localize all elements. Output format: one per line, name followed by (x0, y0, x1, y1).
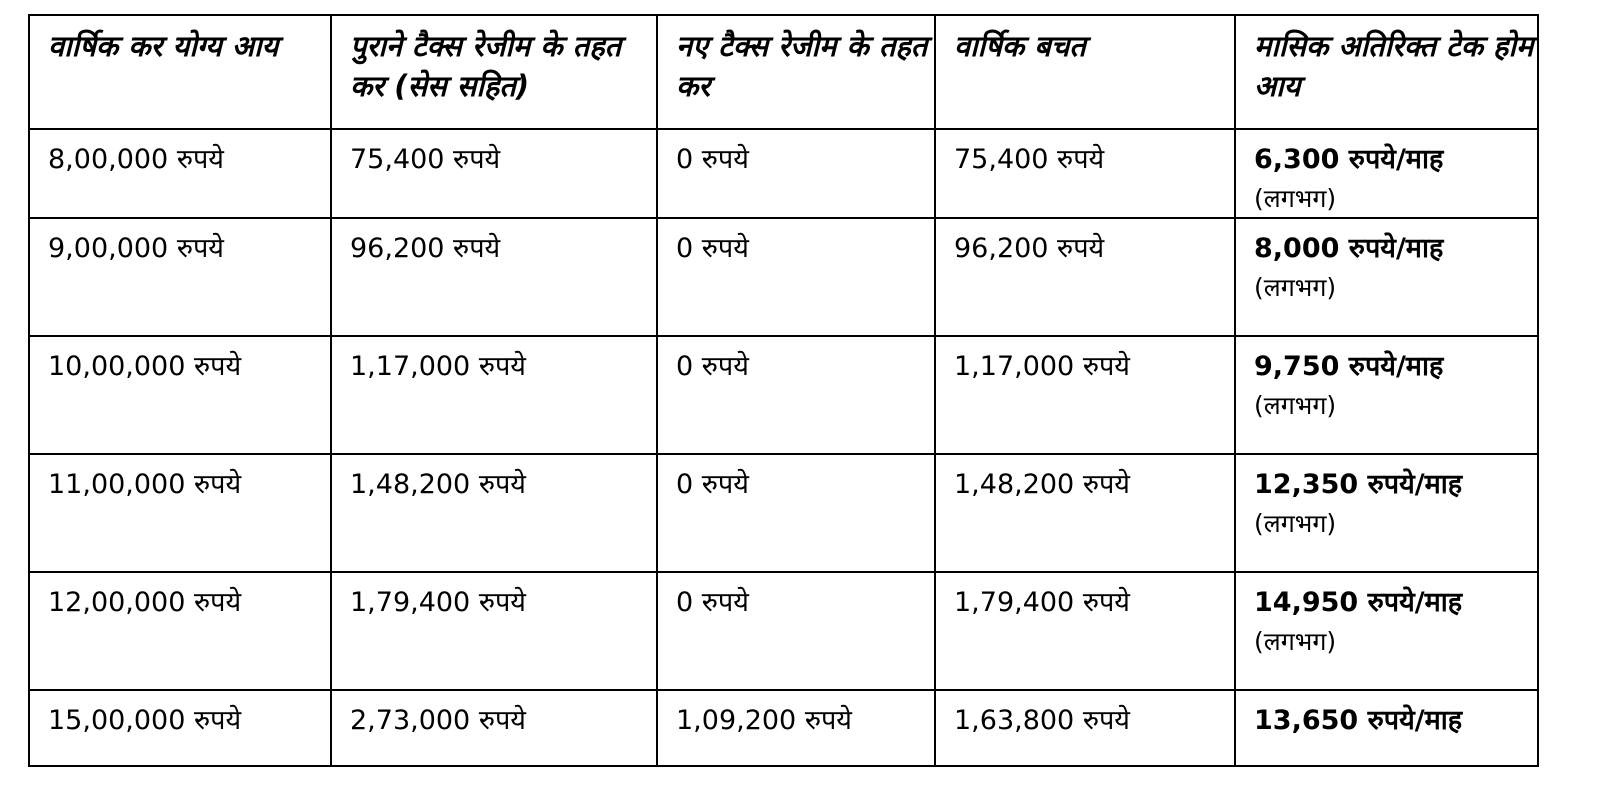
cell-new-tax: 0 रुपये (657, 572, 935, 690)
cell-monthly: 14,950 रुपये/माह (लगभग) (1235, 572, 1538, 690)
approx-note: (लगभग) (1254, 391, 1337, 420)
header-old-regime-tax: पुराने टैक्स रेजीम के तहत कर (सेस सहित) (331, 15, 657, 129)
cell-savings: 1,79,400 रुपये (935, 572, 1235, 690)
cell-income: 12,00,000 रुपये (29, 572, 331, 690)
cell-new-tax: 0 रुपये (657, 454, 935, 572)
approx-note: (लगभग) (1254, 509, 1337, 538)
approx-note: (लगभग) (1254, 627, 1337, 656)
approx-note: (लगभग) (1254, 184, 1337, 213)
cell-savings: 75,400 रुपये (935, 129, 1235, 218)
cell-old-tax: 1,79,400 रुपये (331, 572, 657, 690)
table-header-row (29, 15, 1538, 129)
cell-monthly: 13,650 रुपये/माह (1235, 690, 1538, 766)
table-row (29, 690, 1538, 766)
cell-income: 11,00,000 रुपये (29, 454, 331, 572)
cell-new-tax: 0 रुपये (657, 129, 935, 218)
cell-old-tax: 1,17,000 रुपये (331, 336, 657, 454)
header-new-regime-tax: नए टैक्स रेजीम के तहत कर (657, 15, 935, 129)
cell-old-tax: 75,400 रुपये (331, 129, 657, 218)
tax-comparison-table (28, 14, 1539, 767)
cell-savings: 1,48,200 रुपये (935, 454, 1235, 572)
cell-old-tax: 1,48,200 रुपये (331, 454, 657, 572)
header-annual-taxable-income: वार्षिक कर योग्य आय (29, 15, 331, 129)
cell-income: 10,00,000 रुपये (29, 336, 331, 454)
cell-savings: 1,63,800 रुपये (935, 690, 1235, 766)
cell-income: 9,00,000 रुपये (29, 218, 331, 336)
cell-new-tax: 1,09,200 रुपये (657, 690, 935, 766)
approx-note: (लगभग) (1254, 273, 1337, 302)
cell-old-tax: 96,200 रुपये (331, 218, 657, 336)
table-row (29, 572, 1538, 690)
table-row (29, 129, 1538, 218)
cell-old-tax: 2,73,000 रुपये (331, 690, 657, 766)
cell-monthly: 8,000 रुपये/माह (लगभग) (1235, 218, 1538, 336)
cell-income: 15,00,000 रुपये (29, 690, 331, 766)
table-row (29, 336, 1538, 454)
cell-income: 8,00,000 रुपये (29, 129, 331, 218)
cell-monthly: 9,750 रुपये/माह (लगभग) (1235, 336, 1538, 454)
cell-monthly: 12,350 रुपये/माह (लगभग) (1235, 454, 1538, 572)
cell-savings: 96,200 रुपये (935, 218, 1235, 336)
cell-savings: 1,17,000 रुपये (935, 336, 1235, 454)
cell-new-tax: 0 रुपये (657, 336, 935, 454)
table-row (29, 454, 1538, 572)
header-annual-savings: वार्षिक बचत (935, 15, 1235, 129)
header-monthly-take-home: मासिक अतिरिक्त टेक होम आय (1235, 15, 1538, 129)
table-row (29, 218, 1538, 336)
cell-new-tax: 0 रुपये (657, 218, 935, 336)
cell-monthly: 6,300 रुपये/माह (लगभग) (1235, 129, 1538, 218)
